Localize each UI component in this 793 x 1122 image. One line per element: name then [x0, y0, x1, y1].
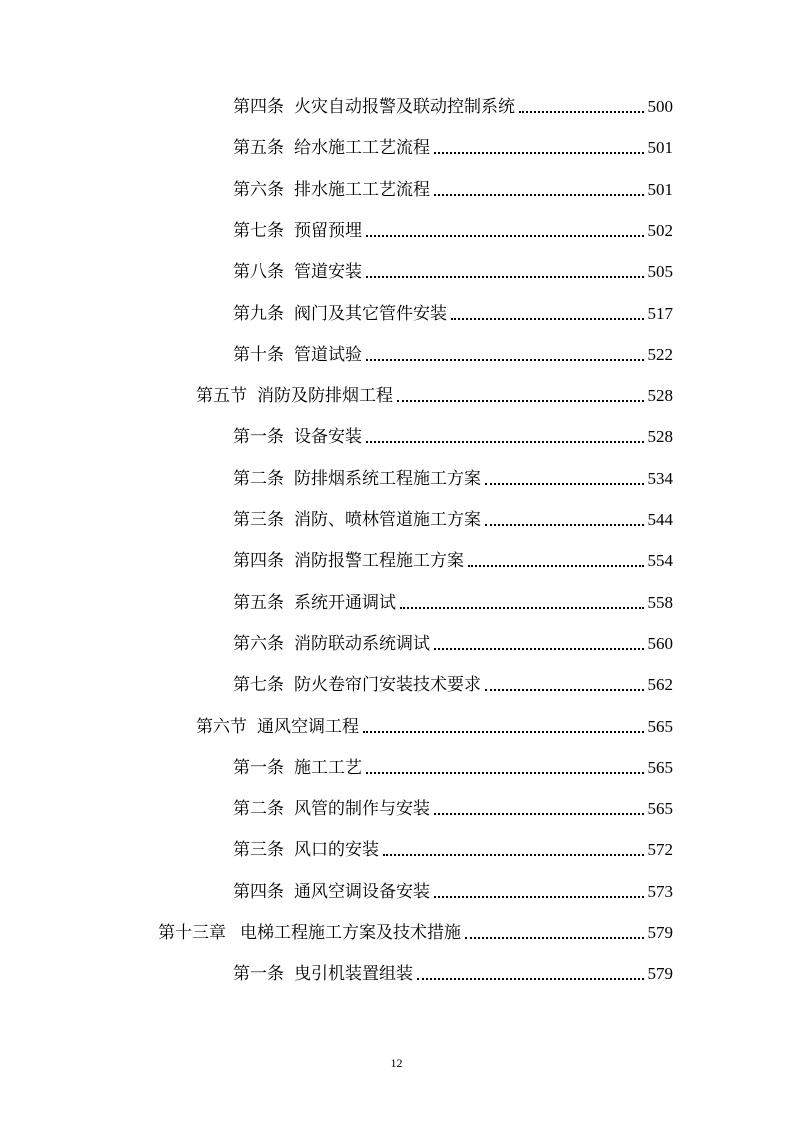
toc-entry-label: 第七条 [233, 675, 284, 696]
toc-entry-page: 562 [647, 675, 673, 695]
toc-entry-page: 565 [647, 757, 673, 777]
toc-entry-title: 给水施工工艺流程 [294, 138, 430, 159]
toc-entry-label: 第五节 [196, 386, 247, 407]
toc-entry [196, 708, 673, 738]
toc-entry-label: 第四条 [233, 551, 284, 572]
toc-entry-page: 528 [647, 386, 673, 406]
toc-entry [233, 501, 673, 531]
toc-entry-page: 565 [647, 799, 673, 819]
toc-dot-leader [468, 565, 644, 567]
toc-dot-leader [366, 441, 644, 443]
toc-entry-page: 573 [647, 881, 673, 901]
toc-dot-leader [400, 607, 644, 609]
toc-entry-title: 排水施工工艺流程 [294, 179, 430, 200]
toc-entry-label: 第五条 [233, 592, 284, 613]
toc-dot-leader [451, 318, 644, 320]
toc-entry [233, 625, 673, 655]
toc-entry-label: 第四条 [233, 881, 284, 902]
toc-entry-page: 505 [647, 262, 673, 282]
toc-entry-title: 防排烟系统工程施工方案 [294, 468, 481, 489]
toc-entry [233, 831, 673, 861]
toc-entry-label: 第八条 [233, 262, 284, 283]
toc-dot-leader [366, 772, 644, 774]
toc-entry-page: 579 [647, 964, 673, 984]
toc-entry-title: 管道安装 [294, 262, 362, 283]
toc-entry-title: 防火卷帘门安装技术要求 [294, 675, 481, 696]
toc-dot-leader [366, 235, 644, 237]
toc-entry [233, 666, 673, 696]
toc-entry-label: 第一条 [233, 757, 284, 778]
toc-entry [233, 253, 673, 283]
toc-dot-leader [485, 483, 644, 485]
toc-entry-label: 第十条 [233, 344, 284, 365]
toc-entry-page: 501 [647, 179, 673, 199]
toc-entry-label: 第六条 [233, 633, 284, 654]
toc-dot-leader [434, 813, 644, 815]
toc-dot-leader [383, 854, 644, 856]
toc-entry-page: 500 [647, 97, 673, 116]
toc-dot-leader [485, 689, 644, 691]
toc-entry [196, 377, 673, 407]
toc-dot-leader [465, 937, 644, 939]
toc-entry [233, 873, 673, 903]
toc-entry-label: 第七条 [233, 220, 284, 241]
toc-entry-title: 消防联动系统调试 [294, 633, 430, 654]
toc-entry-title: 阀门及其它管件安装 [294, 303, 447, 324]
page-number: 12 [390, 1056, 403, 1070]
toc-entry [233, 460, 673, 490]
toc-entry-page: 544 [647, 510, 673, 529]
toc-entry [233, 295, 673, 325]
toc-entry [233, 955, 673, 985]
toc-entry-label: 第二条 [233, 468, 284, 489]
toc-entry-label: 第六条 [233, 179, 284, 200]
toc-dot-leader [485, 524, 644, 526]
toc-entry-page: 502 [647, 220, 673, 240]
toc-entry-title: 设备安装 [294, 427, 362, 448]
toc-entry [233, 542, 673, 572]
toc-entry [233, 418, 673, 448]
toc-entry-title: 预留预埋 [294, 220, 362, 241]
toc-dot-leader [366, 359, 644, 361]
toc-entry-title: 消防报警工程施工方案 [294, 551, 464, 572]
table-of-contents [0, 88, 793, 1008]
toc-entry-title: 消防及防排烟工程 [257, 386, 393, 407]
toc-entry-label: 第四条 [233, 97, 284, 117]
toc-dot-leader [363, 731, 644, 733]
toc-entry-title: 施工工艺 [294, 757, 362, 778]
toc-entry-label: 第一条 [233, 427, 284, 448]
toc-dot-leader [434, 896, 644, 898]
toc-entry-label: 第十三章 [158, 923, 226, 943]
toc-entry-title: 曳引机装置组装 [294, 964, 413, 985]
toc-entry-page: 560 [647, 633, 673, 653]
toc-dot-leader [434, 152, 644, 154]
toc-entry [233, 212, 673, 242]
toc-entry-title: 风管的制作与安装 [294, 799, 430, 820]
toc-entry-title: 管道试验 [294, 344, 362, 365]
toc-entry-label: 第三条 [233, 840, 284, 861]
toc-entry-page: 554 [647, 551, 673, 571]
toc-entry-title: 通风空调设备安装 [294, 881, 430, 902]
toc-entry-title: 风口的安装 [294, 840, 379, 861]
toc-entry [233, 584, 673, 614]
toc-entry-page: 565 [647, 716, 673, 736]
toc-entry-page: 522 [647, 344, 673, 364]
toc-entry-title: 电梯工程施工方案及技术措施 [240, 923, 461, 943]
toc-entry-label: 第九条 [233, 303, 284, 324]
toc-entry-page: 534 [647, 468, 673, 488]
toc-entry-label: 第三条 [233, 510, 284, 530]
toc-entry-title: 系统开通调试 [294, 592, 396, 613]
toc-dot-leader [366, 276, 644, 278]
toc-entry-label: 第一条 [233, 964, 284, 985]
toc-entry-page: 501 [647, 138, 673, 158]
toc-entry [233, 88, 673, 118]
toc-entry-page: 558 [647, 592, 673, 612]
toc-entry [158, 914, 673, 944]
toc-entry-label: 第六节 [196, 716, 247, 737]
toc-entry [233, 129, 673, 159]
toc-entry [233, 171, 673, 201]
toc-dot-leader [519, 111, 644, 113]
toc-entry-title: 消防、喷林管道施工方案 [294, 510, 481, 530]
toc-entry [233, 336, 673, 366]
toc-entry [233, 749, 673, 779]
toc-entry [233, 790, 673, 820]
toc-entry-title: 火灾自动报警及联动控制系统 [294, 97, 515, 117]
toc-entry-label: 第五条 [233, 138, 284, 159]
toc-entry-page: 572 [647, 840, 673, 860]
toc-entry-page: 528 [647, 427, 673, 447]
toc-entry-page: 517 [647, 303, 673, 323]
toc-entry-label: 第二条 [233, 799, 284, 820]
toc-dot-leader [417, 978, 644, 980]
toc-dot-leader [434, 648, 644, 650]
toc-entry-title: 通风空调工程 [257, 716, 359, 737]
toc-entry-page: 579 [647, 923, 673, 942]
toc-dot-leader [397, 400, 644, 402]
toc-dot-leader [434, 194, 644, 196]
